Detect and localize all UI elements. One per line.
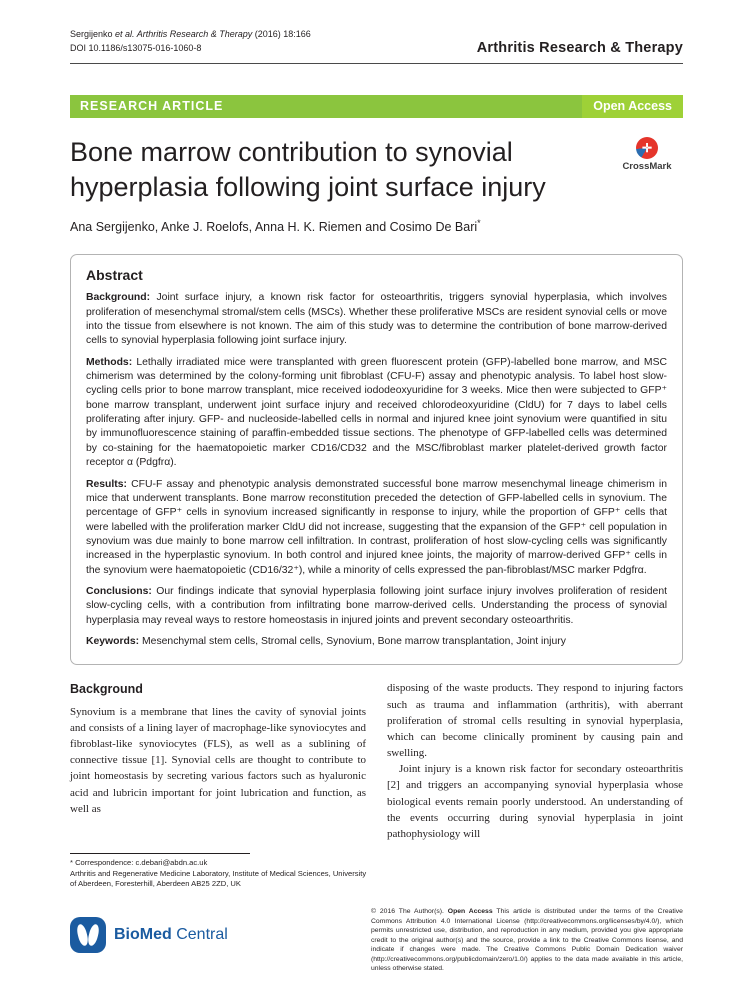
abstract-section-background — [86, 291, 667, 348]
doi-line: DOI 10.1186/s13075-016-1060-8 — [70, 42, 202, 53]
footnote-divider — [70, 853, 250, 854]
abstract-label-results: Results: — [86, 478, 127, 490]
email-link[interactable]: c.debari@abdn.ac.uk — [135, 858, 208, 868]
journal-name: Arthritis Research & Therapy — [476, 39, 683, 56]
abstract-section-conclusions — [86, 585, 667, 628]
abstract-text-conclusions: Our findings indicate that synovial hyperplasia following joint surface injury involves proliferation of resident slow-cycling cells, with a contribution from infiltrating bone marrow-derived cells. Understanding the process of synovial hyperplasia may reveal ways to restore homeostasis in injured joints and prevent secondary osteoarthritis. — [86, 586, 668, 626]
body-paragraph: Joint injury is a known risk factor for secondary osteoarthritis [2] and triggers an accompanying synovial hyperplasia whose biological events remain poorly understood. An understanding of the events occurring during synovial hyperplasia in joint pathophysiology will — [387, 763, 683, 840]
crossmark-icon: ✛ — [636, 137, 658, 159]
biomed-central-logo — [70, 917, 228, 953]
title-block — [70, 135, 683, 234]
license-text — [371, 907, 683, 974]
abstract-text-results: CFU-F assay and phenotypic analysis demonstrated successful bone marrow mesenchymal lineage chimerism in mice that underwent transplants. Bone marrow reconstitution preceded the detection of GFP-labelled cells in synovium. The percentage of GFP⁺ cells in synovium increased significantly in response to injury, while the proportion of GFP⁺ cells that were labelled with the proliferation marker CldU did not increase, suggesting that the expansion of the GFP⁺ cell population in synovium was due mainly to bone marrow cell infiltration. In contrast, proliferation of host slow-cycling cells was significantly increased in the hyperplastic synovium. In both control and injured knee joints, the majority of marrow-derived GFP⁺ cells in the synovium were haematopoietic (CD16/32⁺), while a minority of cells expressed the pan-fibroblast/MSC marker Pdgfrα. — [86, 478, 667, 576]
correspondence-note — [70, 858, 370, 869]
page-footer — [70, 907, 683, 974]
page-title: Bone marrow contribution to synovial hyperplasia following joint surface injury — [70, 136, 546, 202]
abstract-section-methods — [86, 356, 667, 471]
correspondence-marker: * — [477, 218, 481, 229]
license-prefix: © 2016 The Author(s). — [371, 908, 448, 916]
abstract-section-keywords — [86, 635, 667, 649]
article-type-label: RESEARCH ARTICLE — [80, 99, 224, 114]
abstract-label-background: Background: — [86, 292, 151, 304]
crossmark-badge[interactable] — [611, 137, 683, 172]
license-body: This article is distributed under the terms of the Creative Commons Attribution 4.0 International License (http://creativecommons.org/licenses/by/4.0/), which permits unrestricted use, distribution, and reproduction in any medium, provided you give appropriate credit to the original author(s) and the source, provide a link to the Creative Commons license, and indicate if changes were made. The Creative Commons Public Domain Dedication waiver (http://creativecommons.org/publicdomain/zero/1.0/) applies to the data made available in this article, unless otherwise stated. — [371, 908, 683, 973]
left-column — [70, 680, 366, 842]
citation-issue: (2016) 18:166 — [252, 29, 311, 39]
authors-names: Ana Sergijenko, Anke J. Roelofs, Anna H. K. Riemen and Cosimo De Bari — [70, 220, 478, 235]
affiliation-note: Arthritis and Regenerative Medicine Laboratory, Institute of Medical Sciences, University of Aberdeen, Foresterhill, Aberdeen AB25 2ZD, UK — [70, 868, 367, 889]
abstract-box — [70, 254, 683, 665]
open-access-label: Open Access — [582, 95, 683, 118]
abstract-heading: Abstract — [86, 267, 143, 284]
abstract-text-keywords: Mesenchymal stem cells, Stromal cells, Synovium, Bone marrow transplantation, Joint injury — [142, 636, 566, 648]
authors-line — [70, 218, 683, 234]
abstract-label-methods: Methods: — [86, 356, 133, 368]
logo-text-regular: Central — [171, 926, 228, 944]
abstract-label-keywords: Keywords: — [86, 636, 140, 648]
biomed-central-icon — [70, 917, 106, 953]
body-paragraph: disposing of the waste products. They respond to injuring factors such as trauma and inflammation (arthritis), with aberrant proliferation of stromal cells resulting in synovial hyperplasia, which can become clinically prominent by causing pain and swelling. — [387, 682, 683, 760]
header-divider — [70, 63, 683, 64]
body-columns — [70, 680, 683, 842]
abstract-text-methods: Lethally irradiated mice were transplanted with green fluorescent protein (GFP)-labelled bone marrow, and MSC chimerism was determined by the colony-forming unit fibroblast (CFU-F) assay and phenotypic analysis. To label host slow-cycling cells prior to bone marrow transplant, mice received iododeoxyuridine for 3 weeks. Mice then were subjected to GFP⁺ bone marrow transplant, underwent joint surface injury and received chlorodeoxyuridine (CldU) for 7 days to label cells proliferating after injury. GFP- and nucleoside-labelled cells in normal and injured knee joint synovium were quantified in situ by immunofluorescence staining of paraffin-embedded tissue sections. The phenotype of GFP-labelled cells was determined by co-staining for the haematopoietic marker CD16/CD32 and the MSC/fibroblast marker platelet-derived growth factor receptor α (Pdgfrα). — [86, 356, 667, 469]
abstract-label-conclusions: Conclusions: — [86, 586, 152, 598]
right-column — [387, 680, 683, 842]
logo-text-bold: BioMed — [114, 926, 172, 944]
background-heading: Background — [70, 682, 143, 697]
abstract-section-results — [86, 478, 667, 579]
citation-block — [70, 28, 311, 56]
crossmark-label: CrossMark — [622, 160, 672, 172]
citation-line — [70, 28, 311, 42]
abstract-text-background: Joint surface injury, a known risk factor for osteoarthritis, triggers synovial hyperplasia, which involves proliferation of mesenchymal stromal/stem cells (MSCs). Whether these proliferative MSCs are resident synovial cells or move into the tissue from elsewhere is not known. The aim of this study was to determine the contribution of bone marrow-derived cells to synovial hyperplasia following joint surface injury. — [86, 292, 667, 347]
article-type-banner — [70, 95, 683, 118]
body-paragraph: Synovium is a membrane that lines the cavity of synovial joints and consists of a lining layer of macrophage-like synoviocytes and fibroblast-like synoviocytes (FLS), as well as a sublining of connective tissue [1]. Synovial cells are thought to contribute to joint homeostasis by secreting various factors such as hyaluronic acid and lubricin important for joint lubrication and function, as well as — [70, 705, 366, 815]
biomed-central-wordmark — [114, 926, 228, 944]
correspondence-label: * Correspondence: — [70, 858, 136, 868]
footnote-block — [70, 853, 370, 890]
citation-journal: et al. Arthritis Research & Therapy — [115, 29, 253, 39]
page-header — [70, 28, 683, 56]
citation-author: Sergijenko — [70, 29, 116, 39]
license-open-access: Open Access — [447, 908, 493, 916]
